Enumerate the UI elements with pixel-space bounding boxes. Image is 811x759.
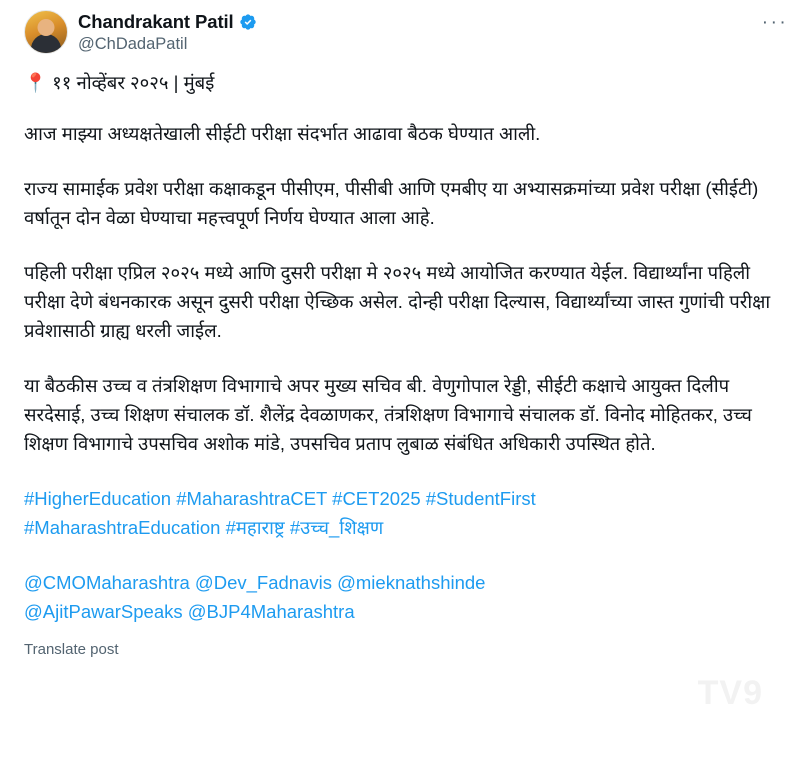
account-handle[interactable]: @ChDadaPatil [78, 35, 188, 53]
verified-badge-icon [239, 13, 257, 31]
display-name[interactable]: Chandrakant Patil [78, 11, 234, 32]
mentions [24, 568, 789, 626]
tweet-body [16, 54, 795, 626]
tweet-header [16, 10, 795, 54]
account-names [78, 10, 257, 54]
mentions-line-2[interactable]: @AjitPawarSpeaks @BJP4Maharashtra [24, 601, 355, 622]
paragraph-4: या बैठकीस उच्च व तंत्रशिक्षण विभागाचे अपर मुख्य सचिव बी. वेणुगोपाल रेड्डी, सीईटी कक्षाचे आयुक्त दिलीप सरदेसाई, उच्च शिक्षण संचालक डॉ. शैलेंद्र देवळाणकर, तंत्रशिक्षण विभागाचे संचालक डॉ. विनोद मोहितकर, उच्च शिक्षण विभागाचे उपसचिव अशोक मांडे, उपसचिव प्रताप लुबाळ संबंधित अधिकारी उपस्थित होते. [24, 375, 752, 454]
hashtags [24, 484, 789, 542]
display-name-row [78, 11, 257, 33]
paragraph-1: आज माझ्या अध्यक्षतेखाली सीईटी परीक्षा संदर्भात आढावा बैठक घेण्यात आली. [24, 123, 541, 144]
paragraph-2: राज्य सामाईक प्रवेश परीक्षा कक्षाकडून पीसीएम, पीसीबी आणि एमबीए या अभ्यासक्रमांच्या प्रवेश परीक्षा (सीईटी) वर्षातून दोन वेळा घेण्याचा महत्त्वपूर्ण निर्णय घेण्यात आला आहे. [24, 178, 759, 228]
more-options-icon[interactable]: ··· [761, 12, 789, 33]
translate-post-button[interactable]: Translate post [24, 641, 119, 658]
watermark: TV9 [697, 674, 763, 712]
hashtags-line-1[interactable]: #HigherEducation #MaharashtraCET #CET2025 #StudentFirst [24, 488, 536, 509]
paragraph-3: पहिली परीक्षा एप्रिल २०२५ मध्ये आणि दुसरी परीक्षा मे २०२५ मध्ये आयोजित करण्यात येईल. विद्यार्थ्यांना पहिली परीक्षा देणे बंधनकारक असून दुसरी परीक्षा ऐच्छिक असेल. दोन्ही परीक्षा दिल्यास, विद्यार्थ्यांच्या जास्त गुणांची परीक्षा प्रवेशासाठी ग्राह्य धरली जाईल. [24, 262, 771, 341]
location-line: 📍 ११ नोव्हेंबर २०२५ | मुंबई [24, 72, 215, 93]
avatar[interactable] [24, 10, 68, 54]
mentions-line-1[interactable]: @CMOMaharashtra @Dev_Fadnavis @mieknathshinde [24, 572, 486, 593]
hashtags-line-2[interactable]: #MaharashtraEducation #महाराष्ट्र #उच्च_शिक्षण [24, 517, 384, 538]
